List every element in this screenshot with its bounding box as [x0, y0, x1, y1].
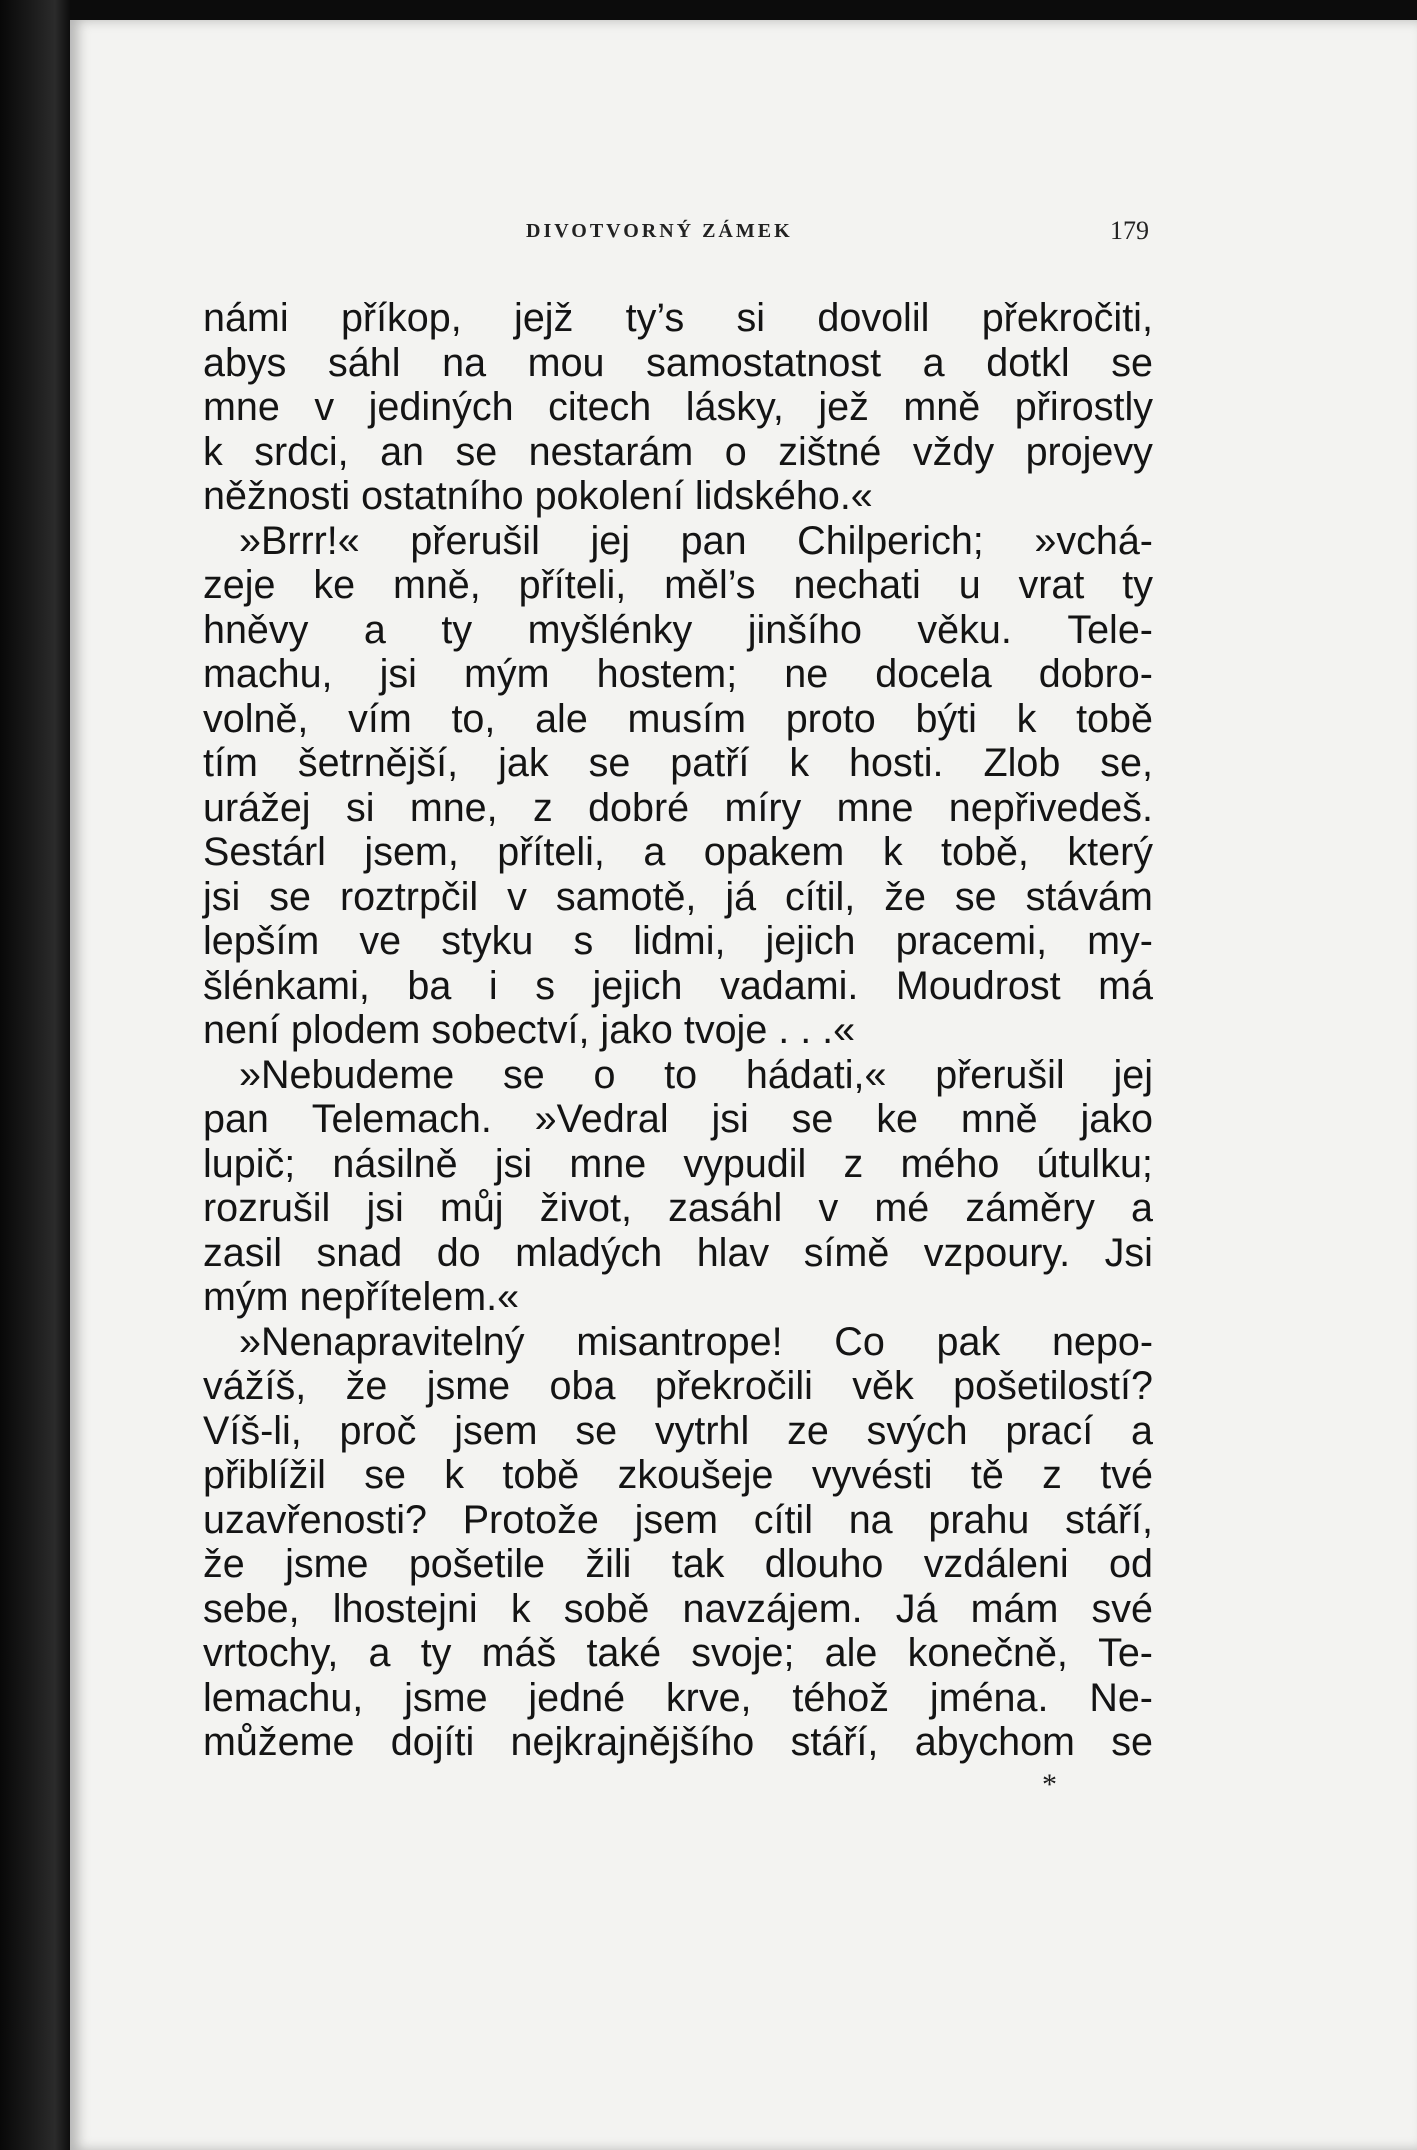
text-line: k srdci, an se nestarám o zištné vždy projevy	[203, 429, 1153, 474]
text-line: Sestárl jsem, příteli, a opakem k tobě, který	[203, 830, 1153, 874]
text-line: přiblížil se k tobě zkoušeje vyvésti tě z tvé	[203, 1453, 1153, 1497]
text-line: zeje ke mně, příteli, měl’s nechati u vrat ty	[203, 563, 1153, 607]
text-line: jsi se roztrpčil v samotě, já cítil, že se stávám	[203, 874, 1153, 919]
text-line: něžnosti ostatního pokolení lidského.«	[203, 474, 873, 518]
running-head	[70, 216, 1417, 250]
text-line: machu, jsi mým hostem; ne docela dobro-	[203, 652, 1153, 696]
text-line: lepším ve styku s lidmi, jejich pracemi, my-	[203, 919, 1153, 963]
text-line: urážej si mne, z dobré míry mne nepřivedeš.	[203, 785, 1153, 830]
text-line: není plodem sobectví, jako tvoje . . .«	[203, 1008, 856, 1052]
text-line: hněvy a ty myšlénky jinšího věku. Tele-	[203, 607, 1153, 652]
body-text	[203, 296, 1153, 1765]
book-page	[70, 20, 1417, 2150]
text-line: šlénkami, ba i s jejich vadami. Moudrost má	[203, 963, 1153, 1008]
text-line: lemachu, jsme jedné krve, téhož jména. Ne-	[203, 1675, 1153, 1720]
text-line: rozrušil jsi můj život, zasáhl v mé záměry a	[203, 1186, 1153, 1230]
scan-border-top	[0, 0, 1417, 22]
running-title: DIVOTVORNÝ ZÁMEK	[526, 220, 793, 242]
text-line: lupič; násilně jsi mne vypudil z mého útulku;	[203, 1141, 1153, 1186]
text-line: volně, vím to, ale musím proto býti k tobě	[203, 696, 1153, 741]
text-line: pan Telemach. »Vedral jsi se ke mně jako	[203, 1097, 1153, 1141]
text-line: sebe, lhostejni k sobě navzájem. Já mám své	[203, 1586, 1153, 1631]
text-line: tím šetrnější, jak se patří k hosti. Zlob se,	[203, 741, 1153, 785]
text-line: uzavřenosti? Protože jsem cítil na prahu stáří,	[203, 1497, 1153, 1542]
text-line: »Brrr!« přerušil jej pan Chilperich; »vchá-	[239, 518, 1153, 563]
text-line: námi příkop, jejž ty’s si dovolil překročiti,	[203, 296, 1153, 340]
text-line: zasil snad do mladých hlav símě vzpoury. Jsi	[203, 1230, 1153, 1275]
text-line: mým nepřítelem.«	[203, 1275, 520, 1319]
page-number: 179	[1110, 216, 1149, 245]
text-line: »Nebudeme se o to hádati,« přerušil jej	[239, 1052, 1153, 1097]
text-line: můžeme dojíti nejkrajnějšího stáří, abychom se	[203, 1720, 1153, 1764]
text-line: Víš-li, proč jsem se vytrhl ze svých prací a	[203, 1408, 1153, 1453]
text-line: abys sáhl na mou samostatnost a dotkl se	[203, 340, 1153, 385]
scan-border-left	[0, 0, 70, 2150]
text-line: vrtochy, a ty máš také svoje; ale konečně, Te-	[203, 1631, 1153, 1675]
text-line: »Nenapravitelný misantrope! Co pak nepo-	[239, 1319, 1153, 1364]
text-line: vážíš, že jsme oba překročili věk pošetilostí?	[203, 1364, 1153, 1408]
text-line: mne v jediných citech lásky, jež mně přirostly	[203, 385, 1153, 429]
signature-mark: *	[1042, 1768, 1057, 1801]
text-line: že jsme pošetile žili tak dlouho vzdáleni od	[203, 1542, 1153, 1586]
